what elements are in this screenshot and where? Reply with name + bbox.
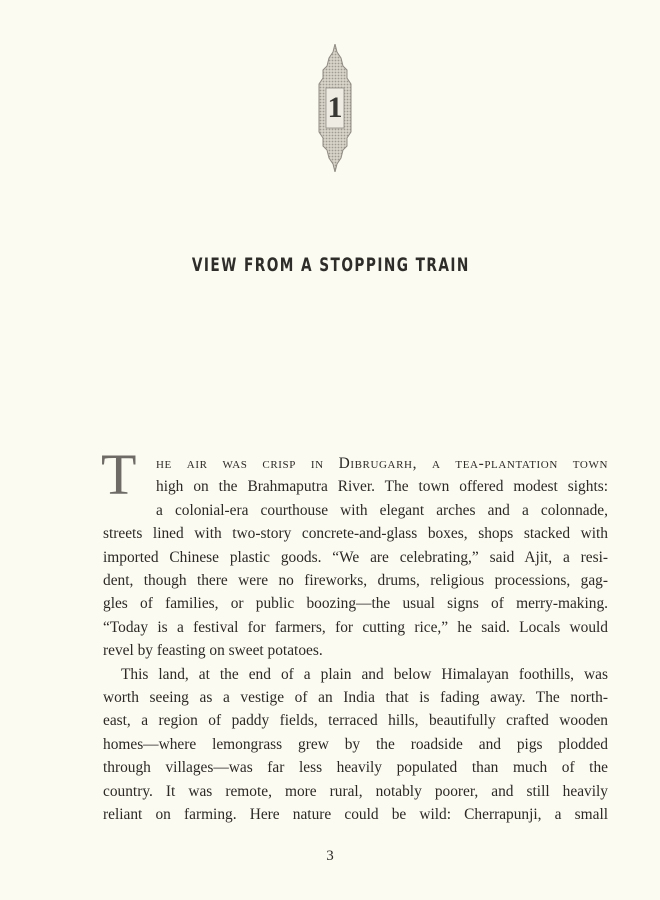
text-line: revel by feasting on sweet potatoes. [103, 642, 323, 660]
text-line: “Today is a festival for farmers, for cutting rice,” he said. Locals would [103, 618, 608, 636]
text-line: high on the Brahmaputra River. The town offered modest sights: [156, 478, 608, 496]
text-line: homes—where lemongrass grew by the roadside and pigs plodded [103, 735, 608, 753]
text-line: This land, at the end of a plain and below Himalayan foothills, was [121, 665, 608, 683]
text-line: country. It was remote, more rural, notably poorer, and still heavily [103, 782, 608, 800]
text-line: east, a region of paddy fields, terraced hills, beautifully crafted wooden [103, 712, 608, 730]
text-line: imported Chinese plastic goods. “We are celebrating,” said Ajit, a resi- [103, 548, 608, 566]
text-line: dent, though there were no fireworks, drums, religious processions, gag- [103, 572, 608, 590]
drop-cap: T [101, 442, 137, 507]
text-line: worth seeing as a vestige of an India that is fading away. The north- [103, 689, 608, 707]
text-line: a colonial-era courthouse with elegant arches and a colonnade, [156, 501, 608, 519]
text-line: streets lined with two-story concrete-and-glass boxes, shops stacked with [103, 525, 608, 543]
page-number: 3 [326, 848, 334, 864]
text-line: reliant on farming. Here nature could be wild: Cherrapunji, a small [103, 806, 608, 824]
text-line: he air was crisp in Dibrugarh, a tea-plantation town [156, 455, 608, 472]
chapter-title: VIEW FROM A STOPPING TRAIN [191, 254, 470, 276]
chapter-number: 1 [327, 91, 343, 124]
text-line: gles of families, or public boozing—the usual signs of merry-making. [103, 595, 608, 613]
body-text [103, 452, 608, 827]
text-line: through villages—was far less heavily populated than much of the [103, 759, 608, 777]
